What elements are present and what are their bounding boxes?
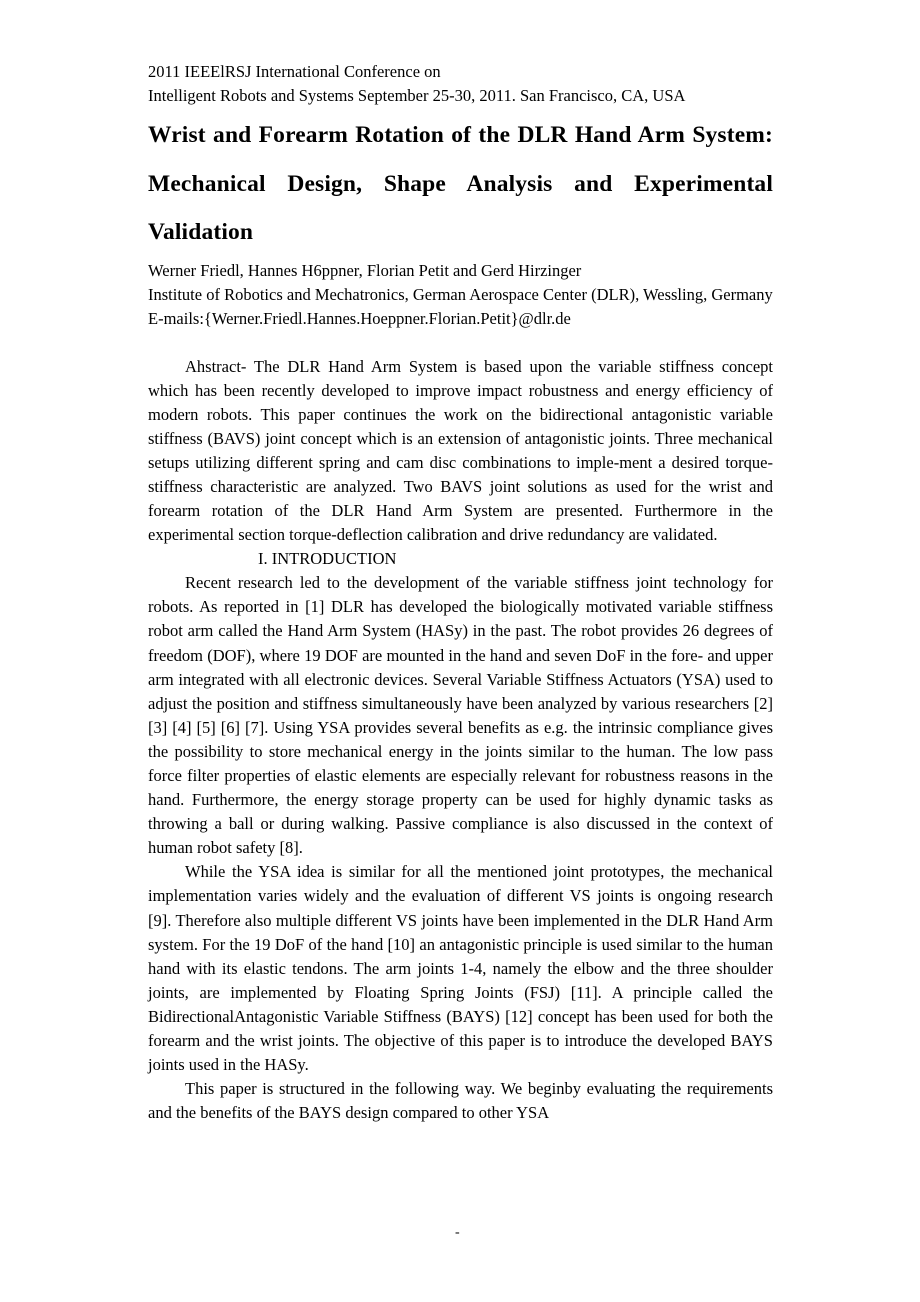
abstract: Ahstract- The DLR Hand Arm System is based upon the variable stiffness concept which has been recently developed to improve impact robustness and energy efficiency of modern robots. This paper continues the work on the bidirectional antagonistic variable stiffness (BAVS) joint concept which is an extension of antagonistic joints. Three mechanical setups utilizing different spring and cam disc combinations to imple-ment a desired torque-stiffness characteristic are analyzed. Two BAVS joint solutions as used for the wrist and forearm rotation of the DLR Hand Arm System are presented. Furthermore in the experimental section torque-deflection calibration and drive redundancy are validated. [148, 356, 773, 545]
page-footer-mark: - [455, 1225, 460, 1240]
paper-page [148, 60, 773, 1125]
conference-line-2: Intelligent Robots and Systems September 25-30, 2011. San Francisco, CA, USA [148, 86, 686, 105]
affiliation: Institute of Robotics and Mechatronics, German Aerospace Center (DLR), Wessling, Germany [148, 284, 773, 304]
conference-line-1: 2011 IEEElRSJ International Conference on [148, 62, 441, 81]
paper-title: Wrist and Forearm Rotation of the DLR Hand Arm System: Mechanical Design, Shape Analysis and Experimental Validation [148, 122, 773, 245]
author-emails: E-mails:{Werner.Friedl.Hannes.Hoeppner.Florian.Petit}@dlr.de [148, 308, 571, 328]
author-list: Werner Friedl, Hannes H6ppner, Florian Petit and Gerd Hirzinger [148, 260, 582, 280]
body-paragraph: Recent research led to the development of the variable stiffness joint technology for robots. As reported in [1] DLR has developed the biologically motivated variable stiffness robot arm called the Hand Arm System (HASy) in the past. The robot provides 26 degrees of freedom (DOF), where 19 DOF are mounted in the hand and seven DoF in the fore- and upper arm integrated with all electronic devices. Several Variable Stiffness Actuators (YSA) used to adjust the position and stiffness simultaneously have been analyzed by various researchers [2] [3] [4] [5] [6] [7]. Using YSA provides several benefits as e.g. the intrinsic compliance gives the possibility to store mechanical energy in the joints similar to the human. The low pass force filter properties of elastic elements are especially relevant for robustness reasons in the hand. Furthermore, the energy storage property can be used for highly dynamic tasks as throwing a ball or during walking. Passive compliance is also discussed in the context of human robot safety [8]. [148, 573, 773, 858]
section-heading-introduction: I. INTRODUCTION [258, 549, 397, 569]
body-paragraph: While the YSA idea is similar for all the mentioned joint prototypes, the mechanical implementation varies widely and the evaluation of different VS joints is ongoing research [9]. Therefore also multiple different VS joints have been implemented in the DLR Hand Arm system. For the 19 DoF of the hand [10] an antagonistic principle is used similar to the human hand with its elastic tendons. The arm joints 1-4, namely the elbow and the three shoulder joints, are implemented by Floating Spring Joints (FSJ) [11]. A principle called the BidirectionalAntagonistic Variable Stiffness (BAYS) [12] concept has been used for both the forearm and the wrist joints. The objective of this paper is to introduce the developed BAYS joints used in the HASy. [148, 862, 773, 1075]
body-paragraph: This paper is structured in the following way. We beginby evaluating the requirements and the benefits of the BAYS design compared to other YSA [148, 1079, 773, 1123]
